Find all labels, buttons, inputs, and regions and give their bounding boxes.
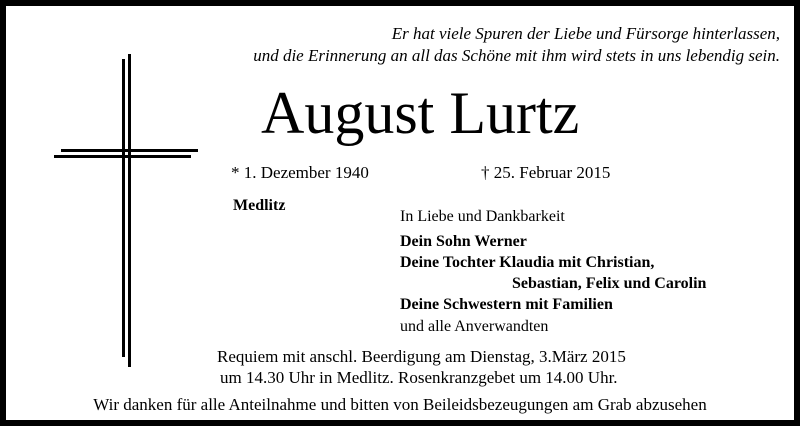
motto-line-1: Er hat viele Spuren der Liebe und Fürsorge hinterlassen, <box>391 24 780 43</box>
service-line-1: Requiem mit anschl. Beerdigung am Dienstag, 3.März 2015 <box>217 347 626 366</box>
birth-date: * 1. Dezember 1940 <box>231 163 369 182</box>
closing-text: Wir danken für alle Anteilnahme und bitten von Beileidsbezeugungen am Grab abzusehen <box>93 395 707 414</box>
mourner-line: Deine Schwestern mit Familien <box>400 296 613 313</box>
death-date: † 25. Februar 2015 <box>481 163 611 182</box>
place: Medlitz <box>233 197 286 214</box>
mourners-intro: In Liebe und Dankbarkeit <box>400 208 565 225</box>
deceased-name: August Lurtz <box>261 80 580 146</box>
mourner-line: Dein Sohn Werner <box>400 233 527 250</box>
service-line-2: um 14.30 Uhr in Medlitz. Rosenkranzgebet um 14.00 Uhr. <box>220 368 618 387</box>
mourner-line: Deine Tochter Klaudia mit Christian, <box>400 254 655 271</box>
mourners-outro: und alle Anverwandten <box>400 318 549 335</box>
mourner-line: Sebastian, Felix und Carolin <box>512 275 707 292</box>
motto-line-2: und die Erinnerung an all das Schöne mit ihm wird stets in uns lebendig sein. <box>253 46 780 65</box>
